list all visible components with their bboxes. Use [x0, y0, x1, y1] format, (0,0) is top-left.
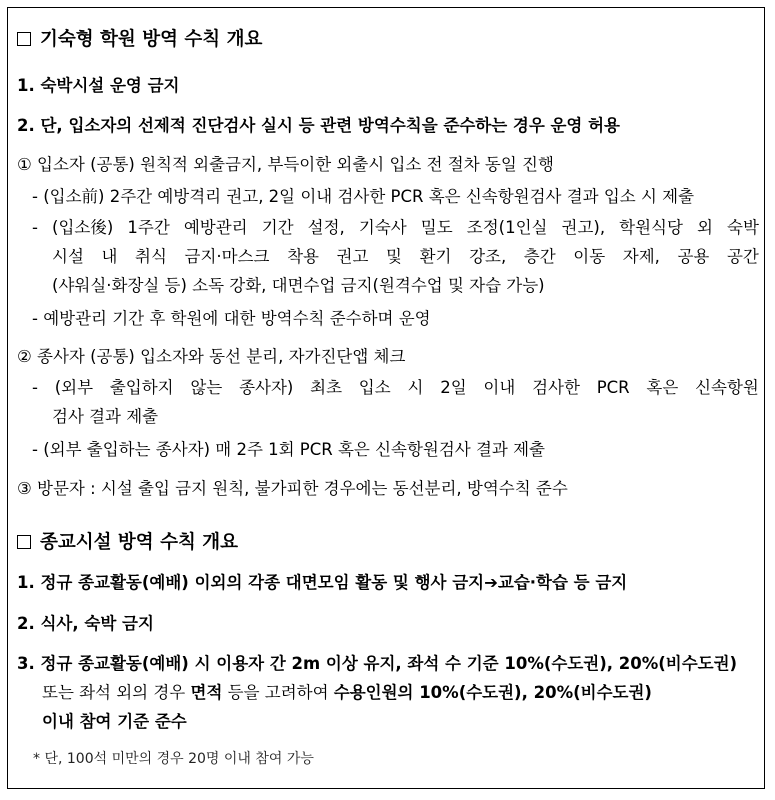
academy-entrants-period: - 예방관리 기간 후 학원에 대한 방역수칙 준수하며 운영: [32, 309, 431, 328]
section-title-academy: 기숙형 학원 방역 수칙 개요: [17, 29, 262, 51]
academy-item-1: 1. 숙박시설 운영 금지: [17, 76, 180, 95]
religious-item-3-line1: 3. 정규 종교활동(예배) 시 이용자 간 2m 이상 유지, 좌석 수 기준 10%(수도권), 20%(비수도권): [17, 654, 738, 673]
checkbox-square-icon: [17, 535, 31, 549]
academy-sub-visitors: ③ 방문자 : 시설 출입 금지 원칙, 불가피한 경우에는 동선분리, 방역수칙 준수: [17, 479, 568, 498]
academy-entrants-after-line1: - (입소後) 1주간 예방관리 기간 설정, 기숙사 밀도 조정(1인실 권고), 학원식당 외 숙박: [32, 218, 759, 237]
academy-sub-entrants-title: ① 입소자 (공통) 원칙적 외출금지, 부득이한 외출시 입소 전 절차 동일 진행: [17, 155, 554, 174]
religious-item-1: 1. 정규 종교활동(예배) 이외의 각종 대면모임 활동 및 행사 금지➔교습·학습 등 금지: [17, 573, 628, 592]
checkbox-square-icon: [17, 32, 31, 46]
religious-item-3-line3: 이내 참여 기준 준수: [42, 712, 187, 731]
religious-item-2: 2. 식사, 숙박 금지: [17, 614, 154, 633]
academy-item-2: 2. 단, 입소자의 선제적 진단검사 실시 등 관련 방역수칙을 준수하는 경우 운영 허용: [17, 116, 620, 135]
religious-item-3-line2: 또는 좌석 외의 경우 면적 등을 고려하여 수용인원의 10%(수도권), 20%(비수도권): [42, 683, 652, 702]
academy-entrants-after-line3: (샤워실·화장실 등) 소독 강화, 대면수업 금지(원격수업 및 자습 가능): [52, 276, 545, 295]
religious-footnote: * 단, 100석 미만의 경우 20명 이내 참여 가능: [33, 751, 314, 767]
academy-staff-external: - (외부 출입하는 종사자) 매 2주 1회 PCR 혹은 신속항원검사 결과 제출: [32, 440, 545, 459]
academy-staff-internal-line2: 검사 결과 제출: [52, 407, 159, 426]
academy-staff-internal-line1: - (외부 출입하지 않는 종사자) 최초 입소 시 2일 이내 검사한 PCR 혹은 신속항원: [32, 378, 759, 397]
academy-entrants-after-line2: 시설 내 취식 금지·마스크 착용 권고 및 환기 강조, 층간 이동 자제, 공용 공간: [52, 247, 759, 266]
academy-sub-staff-title: ② 종사자 (공통) 입소자와 동선 분리, 자가진단앱 체크: [17, 347, 406, 366]
academy-entrants-before: - (입소前) 2주간 예방격리 권고, 2일 이내 검사한 PCR 혹은 신속항원검사 결과 입소 시 제출: [32, 187, 695, 206]
section-title-religious: 종교시설 방역 수칙 개요: [17, 532, 238, 554]
